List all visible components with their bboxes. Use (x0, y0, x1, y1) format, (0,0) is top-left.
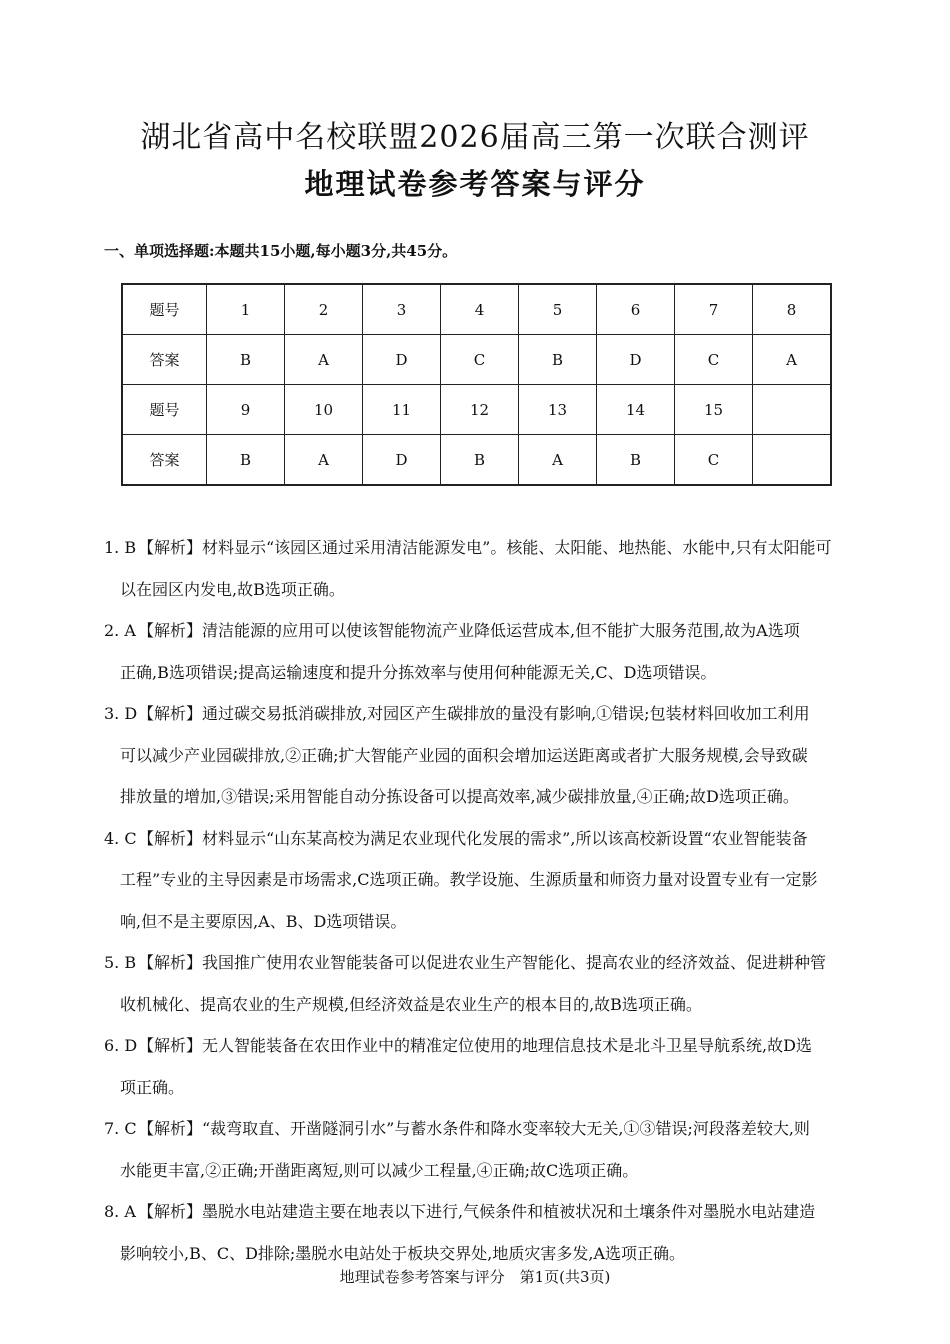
explanation-line (104, 658, 854, 700)
explanation-line (104, 990, 854, 1032)
explanation-text: 正确,B选项错误;提高运输速度和提升分拣效率与使用何种能源无关,C、D选项错误。 (120, 662, 717, 682)
explanation-text: 收机械化、提高农业的生产规模,但经济效益是农业生产的根本目的,故B选项正确。 (120, 994, 702, 1014)
table-cell: A (519, 435, 597, 486)
table-cell: 13 (519, 385, 597, 435)
table-row (122, 284, 831, 335)
table-cell: 10 (285, 385, 363, 435)
explanation-line (104, 1114, 854, 1156)
question-number: 6. D (104, 1036, 138, 1055)
answer-table (121, 283, 832, 486)
explanation-text: 响,但不是主要原因,A、B、D选项错误。 (120, 911, 407, 931)
explanation-text: 水能更丰富,②正确;开凿距离短,则可以减少工程量,④正确;故C选项正确。 (120, 1160, 639, 1180)
explanation-text: 【解析】“裁弯取直、开凿隧洞引水”与蓄水条件和降水变率较大无关,①③错误;河段落差较大,则 (138, 1119, 810, 1138)
table-cell: 3 (363, 284, 441, 335)
question-number: 2. A (104, 621, 136, 640)
table-cell: 7 (675, 284, 753, 335)
table-cell: 11 (363, 385, 441, 435)
explanation-text: 排放量的增加,③错误;采用智能自动分拣设备可以提高效率,减少碳排放量,④正确;故D选项正确。 (120, 787, 799, 806)
table-cell: C (675, 435, 753, 486)
table-cell: C (675, 335, 753, 385)
explanation-line (104, 616, 854, 658)
table-cell: 4 (441, 284, 519, 335)
table-cell: B (519, 335, 597, 385)
explanation-text: 影响较小,B、C、D排除;墨脱水电站处于板块交界处,地质灾害多发,A选项正确。 (120, 1243, 686, 1263)
row-label: 题号 (122, 385, 207, 435)
question-number: 7. C (104, 1119, 137, 1138)
explanation-text: 【解析】材料显示“该园区通过采用清洁能源发电”。核能、太阳能、地热能、水能中,只有太阳能可 (138, 538, 832, 557)
explanation-line (104, 575, 854, 617)
table-row (122, 385, 831, 435)
table-cell: D (363, 435, 441, 486)
explanation-line (104, 865, 854, 907)
explanation-line (104, 699, 854, 741)
question-number: 4. C (104, 828, 137, 848)
explanations (104, 533, 854, 1280)
table-cell: 12 (441, 385, 519, 435)
table-cell: B (597, 435, 675, 486)
explanation-line (104, 907, 854, 949)
explanation-text: 【解析】通过碳交易抵消碳排放,对园区产生碳排放的量没有影响,①错误;包装材料回收加工利用 (138, 704, 810, 723)
document-title: 湖北省高中名校联盟2026届高三第一次联合测评 (140, 120, 810, 155)
table-cell: D (363, 335, 441, 385)
question-number: 1. B (104, 538, 137, 557)
table-cell: 5 (519, 284, 597, 335)
explanation-text: 【解析】我国推广使用农业智能装备可以促进农业生产智能化、提高农业的经济效益、促进耕种管 (138, 953, 827, 972)
explanation-line (104, 782, 854, 824)
page-footer: 地理试卷参考答案与评分 第1页(共3页) (339, 1268, 611, 1286)
table-cell: B (207, 435, 285, 486)
table-cell: 8 (753, 284, 832, 335)
table-cell: 1 (207, 284, 285, 335)
explanation-line (104, 1197, 854, 1239)
explanation-line (104, 1073, 854, 1115)
table-cell (753, 435, 832, 486)
explanation-text: 【解析】材料显示“山东某高校为满足农业现代化发展的需求”,所以该高校新设置“农业智能装备 (138, 828, 808, 848)
explanation-line (104, 1031, 854, 1073)
explanation-line (104, 533, 854, 575)
explanation-text: 项正确。 (120, 1077, 185, 1097)
question-number: 3. D (104, 704, 138, 723)
explanation-text: 【解析】墨脱水电站建造主要在地表以下进行,气候条件和植被状况和土壤条件对墨脱水电站建造 (138, 1202, 816, 1221)
table-cell (753, 385, 832, 435)
explanation-text: 以在园区内发电,故B选项正确。 (120, 579, 345, 599)
table-cell: D (597, 335, 675, 385)
table-cell: B (441, 435, 519, 486)
table-cell: C (441, 335, 519, 385)
explanation-line (104, 1156, 854, 1198)
table-cell: A (285, 335, 363, 385)
table-cell: 2 (285, 284, 363, 335)
explanation-text: 工程”专业的主导因素是市场需求,C选项正确。教学设施、生源质量和师资力量对设置专业有一定影 (120, 870, 818, 889)
table-cell: 6 (597, 284, 675, 335)
question-number: 8. A (104, 1202, 136, 1221)
table-cell: 15 (675, 385, 753, 435)
section-heading: 一、单项选择题:本题共15小题,每小题3分,共45分。 (104, 242, 458, 260)
row-label: 答案 (122, 435, 207, 486)
table-row (122, 335, 831, 385)
table-row (122, 435, 831, 486)
table-cell: 9 (207, 385, 285, 435)
document-subtitle: 地理试卷参考答案与评分 (304, 167, 646, 201)
explanation-line (104, 741, 854, 783)
row-label: 题号 (122, 284, 207, 335)
question-number: 5. B (104, 953, 137, 972)
explanation-text: 可以减少产业园碳排放,②正确;扩大智能产业园的面积会增加运送距离或者扩大服务规模,会导致碳 (120, 745, 808, 765)
explanation-line (104, 948, 854, 990)
explanation-line (104, 824, 854, 866)
explanation-text: 【解析】清洁能源的应用可以使该智能物流产业降低运营成本,但不能扩大服务范围,故为A选项 (138, 621, 800, 640)
table-cell: A (753, 335, 832, 385)
row-label: 答案 (122, 335, 207, 385)
table-cell: B (207, 335, 285, 385)
table-cell: 14 (597, 385, 675, 435)
table-cell: A (285, 435, 363, 486)
explanation-text: 【解析】无人智能装备在农田作业中的精准定位使用的地理信息技术是北斗卫星导航系统,故D选 (138, 1036, 812, 1055)
